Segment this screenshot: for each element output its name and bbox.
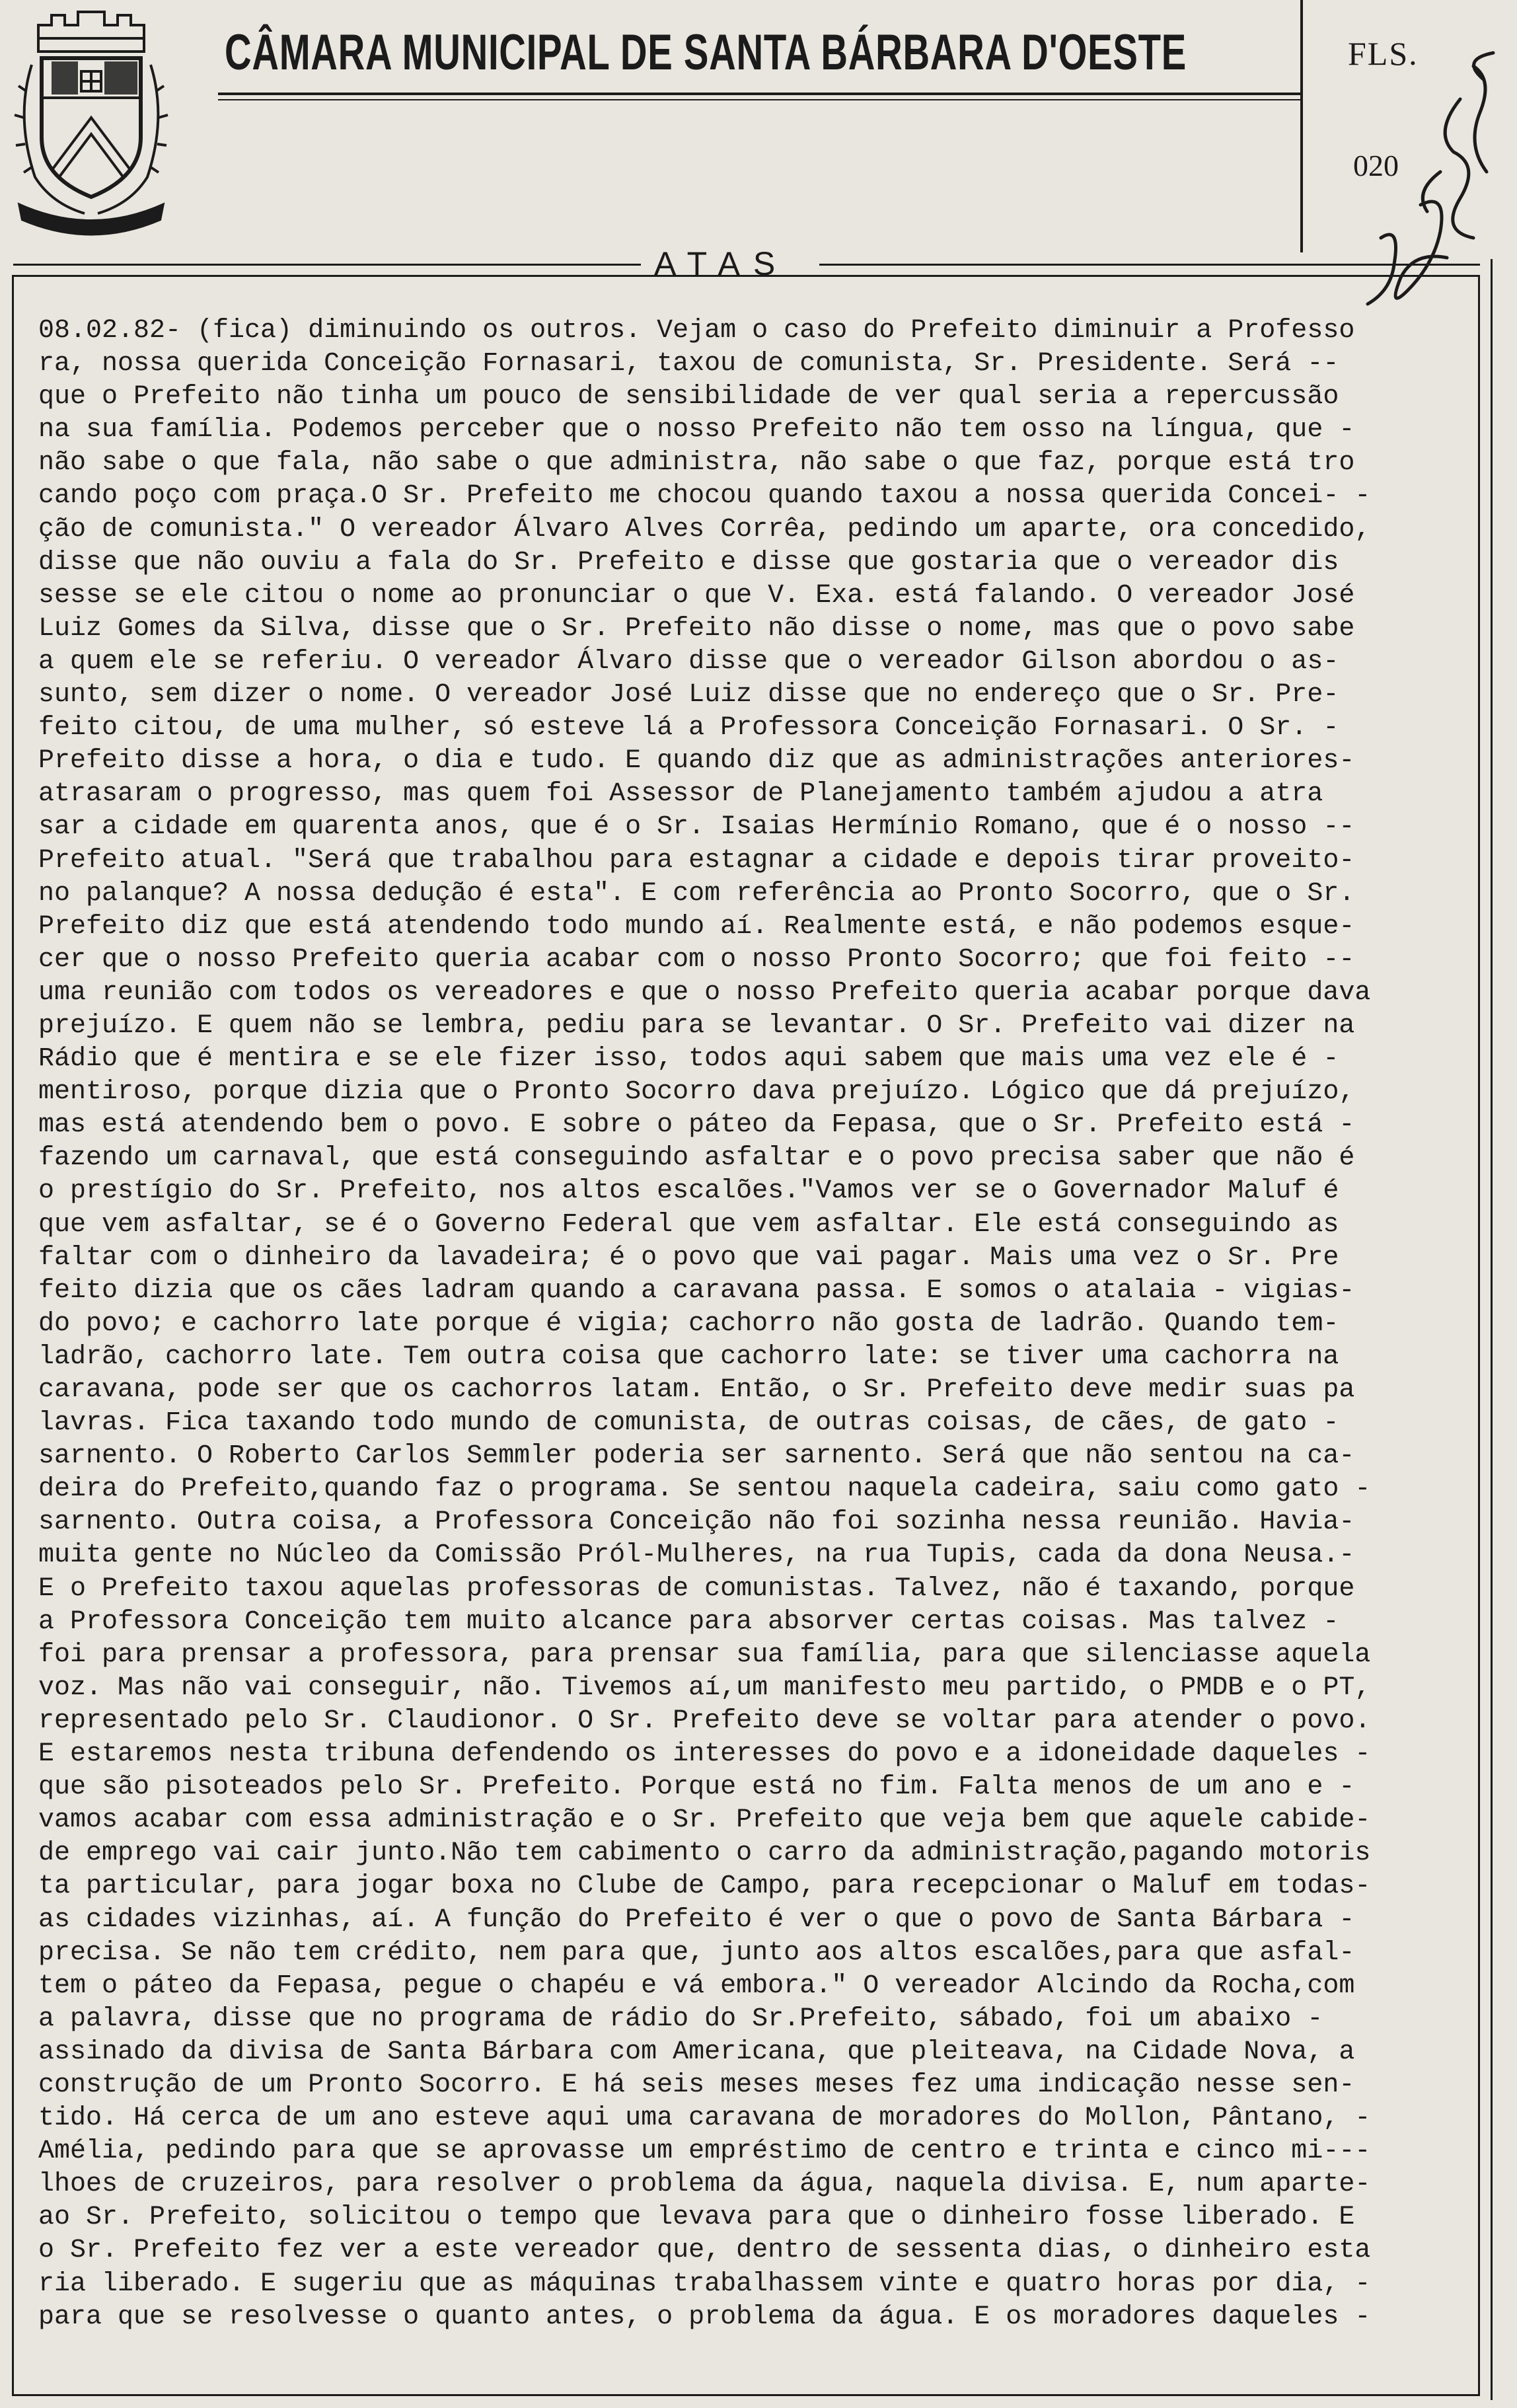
text-line: representado pelo Sr. Claudionor. O Sr. Prefeito deve se voltar para atender o povo.: [38, 1706, 1371, 1736]
text-line: foi para prensar a professora, para prensar sua família, para que silenciasse aquela: [38, 1639, 1371, 1670]
text-line: atrasaram o progresso, mas quem foi Assessor de Planejamento também ajudou a atra: [38, 779, 1323, 809]
text-line: Prefeito diz que está atendendo todo mundo aí. Realmente está, e não podemos esque-: [38, 911, 1355, 942]
text-line: 08.02.82- (fica) diminuindo os outros. Vejam o caso do Prefeito diminuir a Professo: [38, 316, 1355, 346]
text-line: ria liberado. E sugeriu que as máquinas trabalhassem vinte e quatro horas por dia, -: [38, 2269, 1371, 2299]
text-line: sar a cidade em quarenta anos, que é o Sr. Isaias Hermínio Romano, que é o nosso --: [38, 812, 1355, 843]
text-line: disse que não ouviu a fala do Sr. Prefeito e disse que gostaria que o vereador dis: [38, 547, 1339, 578]
text-line: Prefeito atual. "Será que trabalhou para estagnar a cidade e depois tirar proveito-: [38, 845, 1355, 876]
text-line: que são pisoteados pelo Sr. Prefeito. Porque está no fim. Falta menos de um ano e -: [38, 1772, 1355, 1803]
text-line: precisa. Se não tem crédito, nem para que, junto aos altos escalões,para que asfal-: [38, 1938, 1355, 1968]
text-line: na sua família. Podemos perceber que o nosso Prefeito não tem osso na língua, que -: [38, 415, 1355, 445]
text-line: de emprego vai cair junto.Não tem cabimento o carro da administração,pagando motoris: [38, 1838, 1371, 1869]
page-number: 020: [1353, 149, 1399, 182]
text-line: muita gente no Núcleo da Comissão Pról-Mulheres, na rua Tupis, cada da dona Neusa.-: [38, 1540, 1355, 1571]
text-line: a Professora Conceição tem muito alcance para absorver certas coisas. Mas talvez -: [38, 1606, 1339, 1637]
text-line: prejuízo. E quem não se lembra, pediu para se levantar. O Sr. Prefeito vai dizer na: [38, 1010, 1355, 1041]
frame-outer-edge: [1491, 259, 1493, 2400]
text-line: sarnento. O Roberto Carlos Semmler poderia ser sarnento. Será que não sentou na ca-: [38, 1441, 1355, 1472]
text-line: ao Sr. Prefeito, solicitou o tempo que levava para que o dinheiro fosse liberado. E: [38, 2202, 1355, 2233]
text-line: a quem ele se referiu. O vereador Álvaro disse que o vereador Gilson abordou o as-: [38, 646, 1339, 677]
text-line: fazendo um carnaval, que está conseguindo asfaltar e o povo precisa saber que não é: [38, 1143, 1355, 1174]
section-title: ATAS: [654, 245, 789, 282]
text-line: não sabe o que fala, não sabe o que administra, não sabe o que faz, porque está tro: [38, 448, 1355, 478]
text-line: Luiz Gomes da Silva, disse que o Sr. Prefeito não disse o nome, mas que o povo sabe: [38, 613, 1355, 644]
municipal-crest-icon: [12, 5, 170, 237]
text-line: deira do Prefeito,quando faz o programa. Se sentou naquela cadeira, saiu como gato -: [38, 1474, 1371, 1505]
section-rule-right: [819, 264, 1480, 266]
text-line: as cidades vizinhas, aí. A função do Prefeito é ver o que o povo de Santa Bárbara -: [38, 1904, 1355, 1935]
text-line: que o Prefeito não tinha um pouco de sensibilidade de ver qual seria a repercussão: [38, 382, 1339, 412]
header-rule-thin: [218, 99, 1302, 100]
text-line: a palavra, disse que no programa de rádio do Sr.Prefeito, sábado, foi um abaixo -: [38, 2004, 1323, 2034]
text-line: construção de um Pronto Socorro. E há seis meses meses fez uma indicação nesse sen-: [38, 2070, 1355, 2100]
text-line: mas está atendendo bem o povo. E sobre o páteo da Fepasa, que o Sr. Prefeito está -: [38, 1110, 1355, 1141]
text-line: uma reunião com todos os vereadores e que o nosso Prefeito queria acabar porque dava: [38, 977, 1371, 1008]
minutes-body: [38, 315, 1472, 2334]
text-line: E estaremos nesta tribuna defendendo os interesses do povo e a idoneidade daqueles -: [38, 1739, 1371, 1770]
text-line: tem o páteo da Fepasa, pegue o chapéu e vá embora." O vereador Alcindo da Rocha,com: [38, 1971, 1355, 2001]
text-line: para que se resolvesse o quanto antes, o problema da água. E os moradores daqueles -: [38, 2302, 1371, 2332]
text-line: o prestígio do Sr. Prefeito, nos altos escalões."Vamos ver se o Governador Maluf é: [38, 1176, 1339, 1207]
text-line: Rádio que é mentira e se ele fizer isso, todos aqui sabem que mais uma vez ele é -: [38, 1044, 1339, 1074]
text-line: tido. Há cerca de um ano esteve aqui uma caravana de moradores do Mollon, Pântano, -: [38, 2103, 1371, 2134]
text-line: o Sr. Prefeito fez ver a este vereador que, dentro de sessenta dias, o dinheiro esta: [38, 2236, 1371, 2266]
text-line: que vem asfaltar, se é o Governo Federal que vem asfaltar. Ele está conseguindo as: [38, 1209, 1339, 1240]
text-line: lavras. Fica taxando todo mundo de comunista, de outras coisas, de cães, de gato -: [38, 1408, 1339, 1439]
text-line: sunto, sem dizer o nome. O vereador José Luiz disse que no endereço que o Sr. Pre-: [38, 680, 1339, 710]
text-line: Prefeito disse a hora, o dia e tudo. E quando diz que as administrações anteriores-: [38, 746, 1355, 776]
text-line: cando poço com praça.O Sr. Prefeito me chocou quando taxou a nossa querida Concei- -: [38, 481, 1371, 511]
header-divider: [1300, 0, 1303, 252]
text-line: vamos acabar com essa administração e o Sr. Prefeito que veja bem que aquele cabide-: [38, 1805, 1371, 1836]
institution-title: CÂMARA MUNICIPAL DE SANTA BÁRBARA D'OESTE: [225, 24, 1187, 81]
text-line: sarnento. Outra coisa, a Professora Conceição não foi sozinha nessa reunião. Havia-: [38, 1507, 1355, 1538]
text-line: cer que o nosso Prefeito queria acabar com o nosso Pronto Socorro; que foi feito --: [38, 944, 1355, 975]
header-rule: [218, 93, 1302, 95]
text-line: ladrão, cachorro late. Tem outra coisa que cachorro late: se tiver uma cachorra na: [38, 1341, 1339, 1372]
text-line: assinado da divisa de Santa Bárbara com Americana, que pleiteava, na Cidade Nova, a: [38, 2037, 1355, 2067]
text-line: voz. Mas não vai conseguir, não. Tivemos aí,um manifesto meu partido, o PMDB e o PT,: [38, 1673, 1371, 1703]
text-line: feito dizia que os cães ladram quando a caravana passa. E somos o atalaia - vigias-: [38, 1275, 1355, 1306]
text-line: Amélia, pedindo para que se aprovasse um empréstimo de centro e trinta e cinco mi---: [38, 2136, 1371, 2167]
text-line: ção de comunista." O vereador Álvaro Alves Corrêa, pedindo um aparte, ora concedido,: [38, 514, 1371, 545]
text-line: no palanque? A nossa dedução é esta". E com referência ao Pronto Socorro, que o Sr.: [38, 878, 1355, 909]
section-rule-left: [13, 264, 641, 266]
text-line: mentiroso, porque dizia que o Pronto Socorro dava prejuízo. Lógico que dá prejuízo,: [38, 1077, 1355, 1108]
fls-label: FLS.: [1348, 35, 1419, 72]
text-line: ra, nossa querida Conceição Fornasari, taxou de comunista, Sr. Presidente. Será --: [38, 349, 1339, 379]
text-line: faltar com o dinheiro da lavadeira; é o povo que vai pagar. Mais uma vez o Sr. Pre: [38, 1242, 1339, 1273]
text-line: lhoes de cruzeiros, para resolver o problema da água, naquela divisa. E, num aparte-: [38, 2169, 1371, 2200]
text-line: E o Prefeito taxou aquelas professoras de comunistas. Talvez, não é taxando, porque: [38, 1573, 1355, 1604]
text-line: sesse se ele citou o nome ao pronunciar o que V. Exa. está falando. O vereador José: [38, 580, 1355, 611]
text-line: ta particular, para jogar boxa no Clube de Campo, para recepcionar o Maluf em todas-: [38, 1871, 1371, 1902]
text-line: do povo; e cachorro late porque é vigia; cachorro não gosta de ladrão. Quando tem-: [38, 1308, 1339, 1339]
text-line: caravana, pode ser que os cachorros latam. Então, o Sr. Prefeito deve medir suas pa: [38, 1375, 1355, 1405]
text-line: feito citou, de uma mulher, só esteve lá a Professora Conceição Fornasari. O Sr. -: [38, 713, 1339, 743]
